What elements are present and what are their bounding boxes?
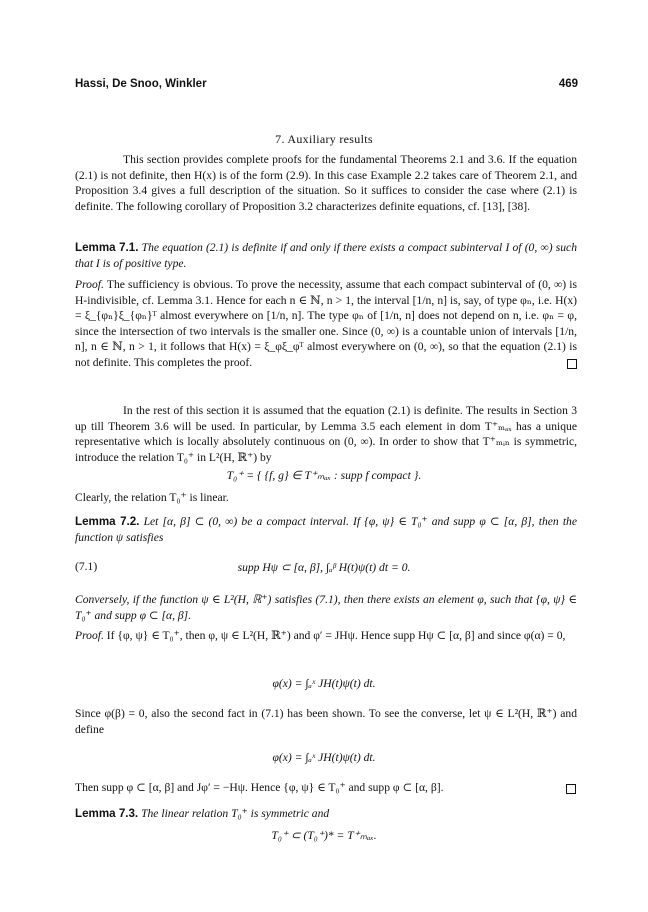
paragraph-3: Clearly, the relation T₀⁺ is linear. [75,491,229,504]
equation-lemma-7-3: T₀⁺ ⊂ (T₀⁺)* = T⁺ₘₐₓ. [271,829,377,842]
qed-icon [566,784,576,794]
lemma-7-1-statement: The equation (2.1) is definite if and only if there exists a compact subinterval I of (0, ∞) such that I is of positive type. [75,241,577,270]
proof-7-2-part-c: Then supp φ ⊂ [α, β] and Jφ′ = −Hψ. Hence {φ, ψ} ∈ T₀⁺ and supp φ ⊂ [α, β]. [75,781,444,794]
equation-number-7-1: (7.1) [75,560,98,573]
proof-label: Proof. [75,629,104,642]
lemma-7-1 [75,240,577,271]
lemma-7-1-label: Lemma 7.1. [75,241,139,254]
proof-7-2-part-a [75,628,577,644]
lemma-7-2-converse: Conversely, if the function ψ ∈ L²(H, ℝ⁺) satisfies (7.1), then there exists an element φ, such that {φ, ψ} ∈ T₀⁺ and supp φ ⊂ [α, β]. [75,593,577,622]
proof-label: Proof. [75,278,104,291]
equation-7-1: supp Hψ ⊂ [α, β], ∫ₐᵝ H(t)ψ(t) dt = 0. [237,561,411,574]
proof-7-2-text-a: If {φ, ψ} ∈ T₀⁺, then φ, ψ ∈ L²(H, ℝ⁺) and φ′ = JHψ. Hence supp Hψ ⊂ [α, β] and since φ(α) = 0, [106,629,566,642]
intro-paragraph: This section provides complete proofs for the fundamental Theorems 2.1 and 3.6. If the equation (2.1) is not definite, then H(x) is of the form (2.9). In this case Example 2.2 takes care of Theorem 2.1, and Proposition 3.4 gives a full description of the situation. So it suffices to consider the case where (2.1) is definite. The following corollary of Proposition 3.2 characterizes definite equations, cf. [13], [38]. [75,153,577,213]
lemma-7-3 [75,806,577,822]
qed-icon [567,359,577,369]
proof-7-1-text: The sufficiency is obvious. To prove the necessity, assume that each compact subinterval of (0, ∞) is H-indivisible, cf. Lemma 3.1. Hence for each n ∈ ℕ, n > 1, the interval [1/n, n] is, say, of type φₙ, i.e. H(x) = ξ_{φₙ}ξ_{φₙ}ᵀ almost everywhere on [1/n, n]. The type φₙ of [1/n, n] does not depend on n, i.e. φₙ = φ, since the intersection of two intervals is the smaller one. Since (0, ∞) is a countable union of intervals [1/n, n], n ∈ ℕ, n > 1, it follows that H(x) = ξ_φξ_φᵀ almost everywhere on (0, ∞), so that the equation (2.1) is not definite. This completes the proof. [75,278,577,369]
proof-7-2-part-b: Since φ(β) = 0, also the second fact in (7.1) has been shown. To see the converse, let ψ ∈ L²(H, ℝ⁺) and define [75,707,577,736]
section-title: 7. Auxiliary results [275,132,373,146]
lemma-7-2-label: Lemma 7.2. [75,515,140,528]
paragraph-2: In the rest of this section it is assumed that the equation (2.1) is definite. The results in Section 3 up till Theorem 3.6 will be used. In particular, by Lemma 3.5 each element in dom T⁺ₘₐₓ has a unique representative which is locally absolutely continuous on (0, ∞). In order to show that T⁺ₘᵢₙ is symmetric, introduce the relation T₀⁺ in L²(H, ℝ⁺) by [75,404,577,464]
equation-T0: T₀⁺ = { {f, g} ∈ T⁺ₘₐₓ : supp f compact }. [226,469,422,482]
equation-phi-1: φ(x) = ∫ₐˣ JH(t)ψ(t) dt. [272,677,376,690]
page-number: 469 [558,78,578,90]
lemma-7-2-statement: Let [α, β] ⊂ (0, ∞) be a compact interval. If {φ, ψ} ∈ T₀⁺ and supp φ ⊂ [α, β], then the function ψ satisfies [75,515,577,544]
lemma-7-3-label: Lemma 7.3. [75,807,139,820]
proof-7-1 [75,277,577,370]
lemma-7-3-statement: The linear relation T₀⁺ is symmetric and [141,807,330,820]
lemma-7-2 [75,514,577,545]
running-header-authors: Hassi, De Snoo, Winkler [75,78,207,90]
equation-phi-2: φ(x) = ∫ₐˣ JH(t)ψ(t) dt. [272,751,376,764]
